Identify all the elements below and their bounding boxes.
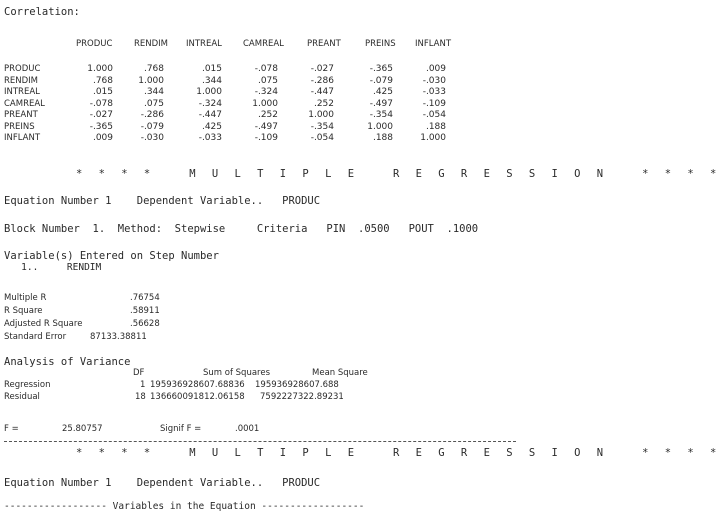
correlation-cell: .188 [425, 121, 446, 132]
stat-label: Multiple R [4, 293, 47, 303]
row-label: INFLANT [4, 133, 41, 143]
column-header: PREANT [307, 39, 341, 49]
correlation-cell: 1.000 [367, 121, 393, 132]
correlation-cell: -.286 [140, 110, 164, 120]
correlation-cell: -.324 [198, 98, 222, 109]
correlation-cell: -.078 [89, 98, 113, 109]
correlation-cell: .075 [257, 75, 278, 86]
correlation-cell: .015 [201, 64, 222, 74]
correlation-cell: .252 [313, 98, 334, 109]
correlation-cell: -.054 [422, 110, 446, 120]
correlation-cell: -.447 [198, 110, 222, 120]
signif-label: Signif F = [160, 424, 202, 434]
row-label: INTREAL [4, 87, 40, 97]
correlation-cell: .015 [92, 87, 113, 97]
anova-row-label: Residual [4, 392, 40, 402]
variables-in-equation-header: ------------------ Variables in the Equation ------------------ [4, 501, 365, 512]
row-label: CAMREAL [4, 98, 45, 109]
anova-ms: 7592227322.89231 [260, 392, 344, 402]
column-header: INFLANT [415, 39, 452, 49]
correlation-cell: -.497 [254, 121, 278, 132]
column-header: CAMREAL [243, 39, 284, 49]
correlation-heading: Correlation: [4, 6, 80, 18]
signif-value: .0001 [235, 424, 260, 434]
anova-ss: 136660091812.06158 [150, 392, 245, 402]
correlation-cell: .075 [143, 98, 164, 109]
correlation-cell: 1.000 [87, 64, 113, 74]
anova-row-label: Regression [4, 380, 51, 390]
anova-header: Mean Square [312, 368, 368, 378]
block-method-line: Block Number 1. Method: Stepwise Criteria PIN .0500 POUT .1000 [4, 223, 479, 235]
stat-value: .56628 [130, 319, 160, 329]
stat-value: .76754 [130, 293, 160, 303]
correlation-cell: -.354 [369, 110, 393, 120]
row-label: PREINS [4, 121, 35, 132]
correlation-cell: -.497 [369, 98, 393, 109]
correlation-cell: -.030 [422, 75, 446, 86]
correlation-cell: -.324 [254, 87, 278, 97]
correlation-cell: .425 [372, 87, 393, 97]
entered-variable: 1.. RENDIM [4, 262, 102, 273]
correlation-cell: .425 [201, 121, 222, 132]
anova-ms: 195936928607.688 [255, 380, 339, 390]
correlation-cell: 1.000 [420, 133, 446, 143]
correlation-cell: -.027 [89, 110, 113, 120]
f-value: 25.80757 [62, 424, 103, 434]
regression-banner: * * * * M U L T I P L E R E G R E S S I O N * * * * [76, 168, 721, 180]
correlation-cell: .768 [92, 75, 113, 86]
correlation-cell: -.033 [422, 87, 446, 97]
correlation-cell: .009 [92, 133, 113, 143]
f-label: F = [4, 424, 19, 434]
correlation-cell: 1.000 [138, 75, 164, 86]
anova-heading: Analysis of Variance [4, 356, 131, 368]
correlation-cell: -.109 [254, 133, 278, 143]
correlation-cell: -.286 [310, 75, 334, 86]
row-label: RENDIM [4, 75, 39, 86]
column-header: INTREAL [186, 39, 222, 49]
stat-value: .58911 [130, 306, 160, 316]
correlation-cell: -.365 [369, 64, 393, 74]
stat-value: 87133.38811 [90, 332, 147, 342]
correlation-cell: 1.000 [196, 87, 222, 97]
correlation-cell: -.079 [140, 121, 164, 132]
anova-df: 1 [140, 380, 146, 390]
column-header: RENDIM [134, 39, 169, 49]
column-header: PRODUC [76, 39, 113, 49]
correlation-cell: .768 [143, 64, 164, 74]
correlation-cell: -.078 [254, 64, 278, 74]
correlation-cell: 1.000 [252, 98, 278, 109]
correlation-cell: -.030 [140, 133, 164, 143]
section-divider [4, 441, 516, 442]
correlation-cell: -.027 [310, 64, 334, 74]
anova-header: Sum of Squares [203, 368, 271, 378]
row-label: PREANT [4, 110, 38, 120]
correlation-cell: -.054 [310, 133, 334, 143]
entered-heading: Variable(s) Entered on Step Number [4, 250, 219, 262]
correlation-cell: .188 [372, 133, 393, 143]
stat-label: Adjusted R Square [4, 319, 83, 329]
correlation-cell: -.109 [422, 98, 446, 109]
correlation-cell: -.079 [369, 75, 393, 86]
correlation-cell: .344 [143, 87, 164, 97]
anova-ss: 195936928607.68836 [150, 380, 245, 390]
column-header: PREINS [365, 39, 396, 49]
anova-header: DF [133, 368, 145, 378]
correlation-cell: -.354 [310, 121, 334, 132]
stat-label: Standard Error [4, 332, 67, 342]
correlation-cell: -.447 [310, 87, 334, 97]
equation-line: Equation Number 1 Dependent Variable.. PRODUC [4, 195, 321, 207]
correlation-cell: 1.000 [308, 110, 334, 120]
regression-banner: * * * * M U L T I P L E R E G R E S S I O N * * * * [76, 447, 721, 459]
correlation-cell: .344 [201, 75, 222, 86]
row-label: PRODUC [4, 64, 41, 74]
anova-df: 18 [135, 392, 146, 402]
correlation-cell: -.365 [89, 121, 113, 132]
equation-line: Equation Number 1 Dependent Variable.. PRODUC [4, 477, 321, 489]
correlation-cell: .009 [425, 64, 446, 74]
correlation-cell: .252 [257, 110, 278, 120]
stat-label: R Square [4, 306, 43, 316]
correlation-cell: -.033 [198, 133, 222, 143]
